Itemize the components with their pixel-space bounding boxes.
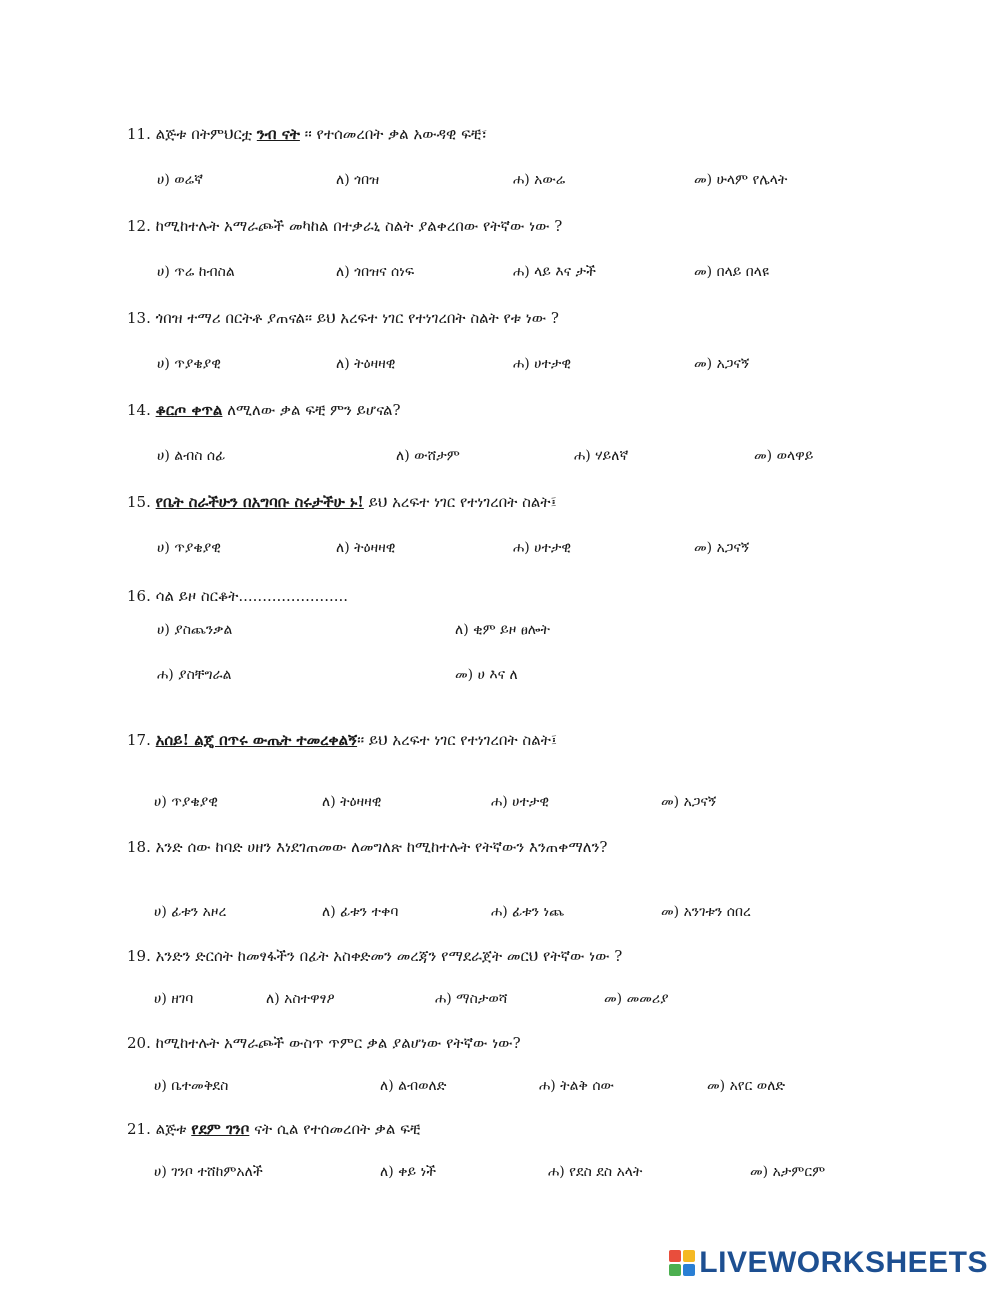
question-text-end: ፡፡ የተሰመረበት ቃል አውዳዊ ፍቺ፣ — [299, 125, 488, 143]
logo-mark-icon — [669, 1250, 695, 1276]
logo-square-icon — [683, 1264, 695, 1276]
question-15 — [127, 492, 557, 512]
question-number: 15. — [127, 493, 151, 511]
question-text: ከሚከተሉት አማራጮች መካከል በተቃራኒ ስልት ያልቀረበው የትኛው ነው ? — [155, 217, 563, 235]
question-text: ጎበዝ ተማሪ በርትቶ ያጠናል፡፡ ይህ አረፍተ ነገር የተነገረበት ስልት የቱ ነው ? — [155, 309, 559, 327]
option-a[interactable]: ሀ) ዘገባ — [154, 991, 194, 1007]
option-d[interactable]: መ) አንገቱን ሰበረ — [661, 904, 751, 920]
question-number: 17. — [127, 731, 151, 749]
question-text-end: ለሚለው ቃል ፍቺ ምን ይሆናል? — [222, 401, 401, 419]
underlined-phrase: የደም ገንቦ — [191, 1120, 250, 1138]
option-d[interactable]: መ) አጋናኝ — [694, 540, 750, 556]
question-number: 20. — [127, 1034, 151, 1052]
option-b[interactable]: ለ) ትዕዛዛዊ — [336, 540, 396, 556]
option-b[interactable]: ለ) ቂም ይዞ ፀሎት — [455, 622, 550, 638]
option-a[interactable]: ሀ) ያስጨንቃል — [157, 622, 233, 638]
underlined-phrase: አሰይ! ልጄ በጥሩ ውጤት ተመረቀልኝ — [155, 731, 358, 749]
question-text-end: ይህ አረፍተ ነገር የተነገረበት ስልት፤ — [363, 493, 557, 511]
option-c[interactable]: ሐ) ሀተታዊ — [513, 356, 572, 372]
question-number: 11. — [127, 125, 151, 143]
option-a[interactable]: ሀ) ቤተመቅደስ — [154, 1078, 229, 1094]
question-13 — [127, 308, 559, 328]
option-c[interactable]: ሐ) ማስታወሻ — [435, 991, 508, 1007]
question-text: ልጅቱ በትምህርቷ — [155, 125, 257, 143]
liveworksheets-logo — [669, 1246, 988, 1280]
option-d[interactable]: መ) መመሪያ — [604, 991, 669, 1007]
question-11 — [127, 124, 487, 144]
option-d[interactable]: መ) አጋናኝ — [661, 794, 717, 810]
question-text: ከሚከተሉት አማራጮች ውስጥ ጥምር ቃል ያልሆነው የትኛው ነው? — [155, 1034, 521, 1052]
logo-text: LIVEWORKSHEETS — [699, 1246, 988, 1279]
option-c[interactable]: ሐ) ፊቱን ነጨ — [491, 904, 565, 920]
option-d[interactable]: መ) አየር ወለድ — [707, 1078, 786, 1094]
question-16 — [127, 586, 348, 606]
option-a[interactable]: ሀ) ገንቦ ተሸከምአለች — [154, 1164, 263, 1180]
option-b[interactable]: ለ) ውሸታም — [396, 448, 460, 464]
option-a[interactable]: ሀ) ፊቱን አዞረ — [154, 904, 227, 920]
option-b[interactable]: ለ) ጎበዝና ሰነፍ — [336, 264, 415, 280]
option-b[interactable]: ለ) ትዕዛዛዊ — [322, 794, 382, 810]
logo-square-icon — [669, 1264, 681, 1276]
option-c[interactable]: ሐ) የደስ ደስ አላት — [548, 1164, 643, 1180]
question-number: 12. — [127, 217, 151, 235]
option-d[interactable]: መ) አታምርም — [750, 1164, 826, 1180]
logo-square-icon — [683, 1250, 695, 1262]
question-number: 21. — [127, 1120, 151, 1138]
question-19 — [127, 946, 622, 966]
option-b[interactable]: ለ) ጎበዝ — [336, 172, 380, 188]
question-number: 14. — [127, 401, 151, 419]
option-a[interactable]: ሀ) ጥሬ ከብስል — [157, 264, 235, 280]
logo-square-icon — [669, 1250, 681, 1262]
option-c[interactable]: ሐ) ሃይለኛ — [574, 448, 629, 464]
option-c[interactable]: ሐ) ያስቸግራል — [157, 667, 232, 683]
option-b[interactable]: ለ) ፊቱን ተቀባ — [322, 904, 399, 920]
question-14 — [127, 400, 401, 420]
underlined-phrase: ንብ ናት — [256, 125, 300, 143]
option-d[interactable]: መ) ሁላም የሌላት — [694, 172, 788, 188]
option-d[interactable]: መ) በላይ በላዩ — [694, 264, 769, 280]
question-17 — [127, 730, 557, 750]
underlined-phrase: ቆርጦ ቀጥል — [155, 401, 223, 419]
option-d[interactable]: መ) ሀ እና ለ — [455, 667, 518, 683]
question-number: 19. — [127, 947, 151, 965]
option-c[interactable]: ሐ) ሀተታዊ — [491, 794, 550, 810]
option-d[interactable]: መ) አጋናኝ — [694, 356, 750, 372]
question-text: ሳል ይዞ ስርቆት....................... — [155, 587, 349, 605]
question-18 — [127, 837, 607, 857]
option-b[interactable]: ለ) አስተዋፃዖ — [266, 991, 335, 1007]
option-c[interactable]: ሐ) ትልቅ ሰው — [539, 1078, 614, 1094]
question-12 — [127, 216, 562, 236]
option-c[interactable]: ሐ) ላይ እና ታች — [513, 264, 596, 280]
option-a[interactable]: ሀ) ጥያቄያዊ — [157, 540, 221, 556]
option-b[interactable]: ለ) ትዕዛዛዊ — [336, 356, 396, 372]
option-c[interactable]: ሐ) አውሬ — [513, 172, 566, 188]
question-text-end: ናት ሲል የተሰመረበት ቃል ፍቺ — [249, 1120, 421, 1138]
option-a[interactable]: ሀ) ልብስ ሰፊ — [157, 448, 226, 464]
question-text: አንድን ድርሰት ከመፃፋችን በፊት አስቀድመን መረጃን የማደራጀት መርህ የትኛው ነው ? — [155, 947, 623, 965]
underlined-phrase: የቤት ስራችሁን በአግባቡ ስሩታችሁ ኑ! — [155, 493, 364, 511]
question-text: ልጅቱ — [155, 1120, 192, 1138]
option-a[interactable]: ሀ) ጥያቄያዊ — [157, 356, 221, 372]
option-a[interactable]: ሀ) ወሬኛ — [157, 172, 204, 188]
question-number: 16. — [127, 587, 151, 605]
option-c[interactable]: ሐ) ሀተታዊ — [513, 540, 572, 556]
question-text: አንድ ሰው ከባድ ሀዘን እነደገጠመው ለመግለጽ ከሚከተሉት የትኛውን እንጠቀማለን? — [155, 838, 608, 856]
question-text-end: ፡፡ ይህ አረፍተ ነገር የተነገረበት ስልት፤ — [357, 731, 558, 749]
option-d[interactable]: መ) ወላዋይ — [754, 448, 814, 464]
question-number: 13. — [127, 309, 151, 327]
option-a[interactable]: ሀ) ጥያቄያዊ — [154, 794, 218, 810]
option-b[interactable]: ለ) ልብወለድ — [380, 1078, 447, 1094]
option-b[interactable]: ለ) ቀይ ነች — [380, 1164, 437, 1180]
question-21 — [127, 1119, 420, 1139]
question-number: 18. — [127, 838, 151, 856]
question-20 — [127, 1033, 521, 1053]
